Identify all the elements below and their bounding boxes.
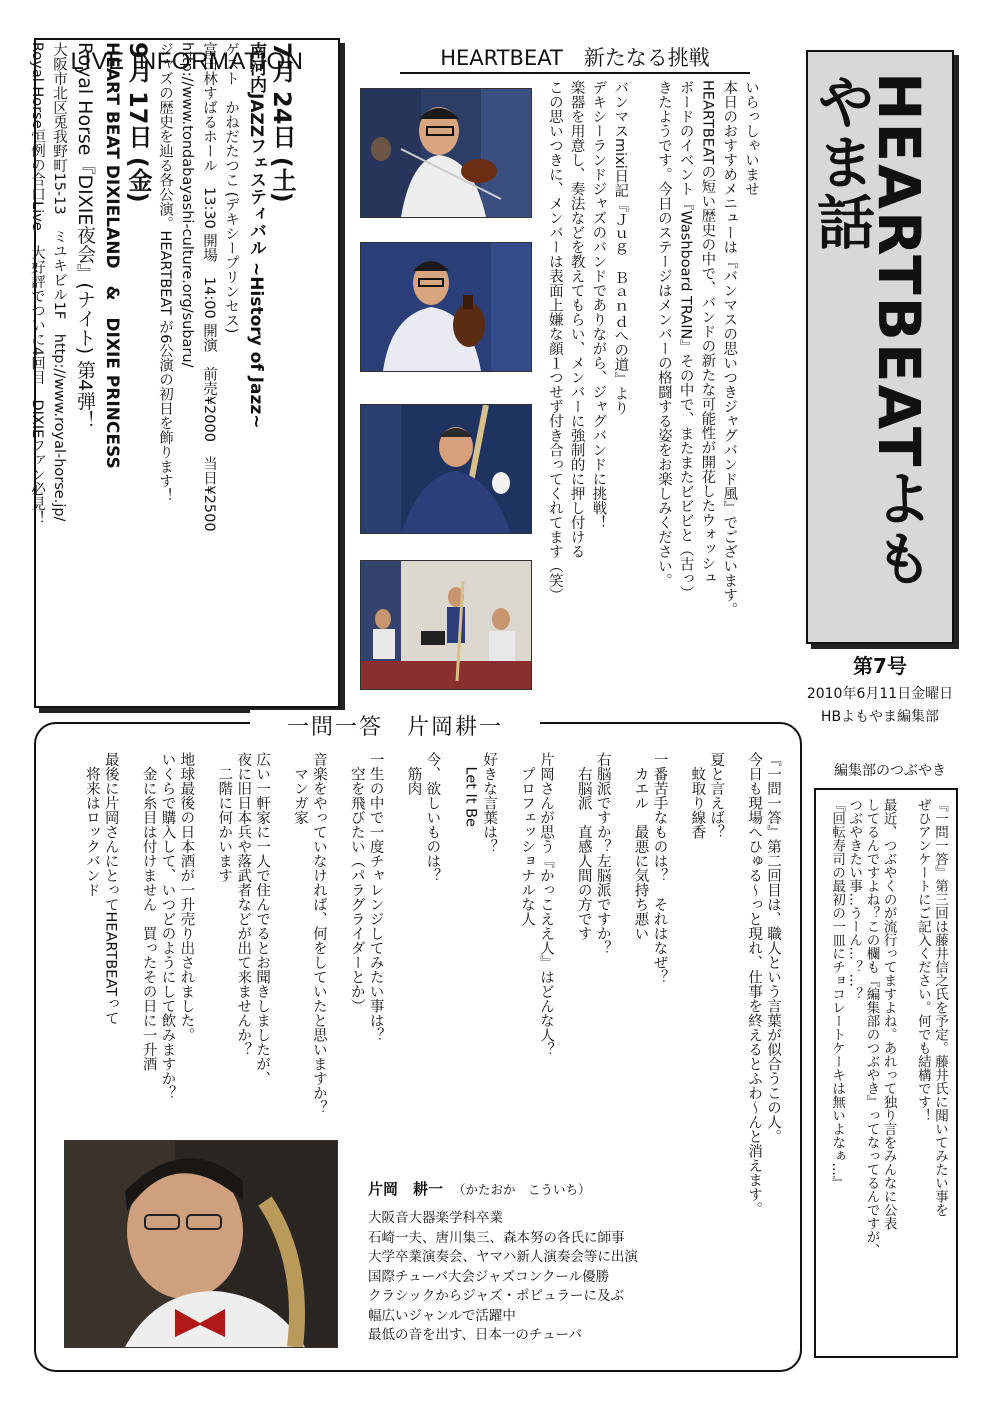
profile-line: 大阪音大器楽学科卒業 [368, 1210, 503, 1226]
live-guest-1: ゲスト かねだたつこ (デキシープリンセス) [223, 42, 239, 334]
photo-portrait [64, 1140, 338, 1348]
photo-washtub-bass [360, 404, 532, 534]
qa-col: 蚊取り線香 [689, 752, 706, 839]
photo-violin [360, 88, 532, 218]
profile-line: 大学卒業演奏会、ヤマハ新人演奏会等に出演 [368, 1249, 638, 1265]
qa-col: 二階に何かいます [216, 752, 233, 883]
issue-date: 2010年6月11日金曜日 [806, 686, 954, 702]
profile-line: 国際チューバ大会ジャズコンクール優勝 [368, 1268, 610, 1285]
live-date-2: 9月 17日 (金) [124, 42, 152, 203]
profile [368, 1178, 788, 1346]
article-header: HEARTBEAT 新たなる挑戦 [400, 42, 750, 74]
qa-col: Let It Be [462, 752, 479, 827]
issue-dept: HBよもやま編集部 [820, 709, 940, 725]
editorial-col: 『回転寿司の最初の一皿にチョコレートケーキは無いよなぁ…』 [829, 798, 846, 1190]
live-date-1: 7月 24日 (土) [268, 42, 296, 203]
editorial-col: つぶやきたい事…うーん…？…？ [846, 798, 863, 1001]
qa-col: 『一問一答』第二回目は、職人という言葉が似合うこの人。 [765, 752, 781, 1144]
live-event-2: HEART BEAT DIXIELAND & DIXIE PRINCESS [102, 42, 122, 469]
editorial-col [895, 798, 912, 1348]
qa-col [610, 752, 629, 1132]
qa-col: 音楽をやっていなければ、何をしていたと思いますか？ [310, 752, 327, 1115]
qa-col: 右脳派ですか？左脳派ですか？ [594, 752, 611, 955]
qa-col [553, 752, 572, 1132]
qa-col: 夜に旧日本兵や落武者などが出て来ませんか？ [235, 752, 252, 1057]
live-note-1: ジャズの歴史を辿る各公演。HEARTBEAT が6公演の初日を飾ります！ [157, 42, 173, 503]
live-venue-2: Royal Horse『DIXIE夜会』(ナイト) 第4弾！ [74, 42, 96, 430]
qa-col: マンガ家 [291, 752, 308, 825]
article-col-9: 楽器を用意し、奏法などを教えてもらい、メンバーに強制的に押し付ける [568, 80, 585, 559]
profile-reading: （かたおか こういち） [453, 1182, 591, 1197]
article-col-2: 本日のおすすめメニューは『バンマスの思いつきジャグバンド風』でございます。 [721, 80, 738, 617]
qa-col [383, 752, 402, 1132]
qa-col: 一生の中で一度チャレンジしてみたい事は？ [367, 752, 384, 1042]
profile-line: 最低の音を出す、日本一のチューバ [368, 1327, 582, 1343]
qa-col: 筋肉 [405, 752, 422, 796]
qa-col: 好きな言葉は？ [481, 752, 498, 854]
qa-col [326, 752, 345, 1132]
qa-col: 片岡さんが思う『かっこええ人』はどんな人？ [537, 752, 554, 1057]
qa-col: 最後に片岡さんにとってHEARTBEATって [102, 752, 119, 1026]
qa-col [193, 752, 212, 1132]
qa-col [496, 752, 515, 1132]
live-address-2: 大阪市北区兎我野町15-13 ミユキビル1F http://www.royal-horse.jp/ [51, 42, 67, 522]
article-col-3: HEARTBEATの短い歴史の中で、バンドの新たな可能性が開花したウォッシュ [699, 80, 716, 586]
article-col-8: デキシーランドジャズのバンドでありながら、ジャグバンドに挑戦！ [590, 80, 607, 530]
editorial-col: 『一問一答』第三回は藤井信之氏を予定。藤井氏に聞いてみたい事を [932, 798, 948, 1217]
article-body [540, 80, 758, 692]
qa-col [269, 752, 288, 1132]
qa-col: プロフェッショナルな人 [519, 752, 536, 926]
profile-line: 石崎一夫、唐川集三、森本努の各氏に師事 [368, 1229, 625, 1246]
photo-band-rehearsal [360, 560, 532, 690]
live-information-title: LIVE INFORMATION [70, 48, 304, 75]
qa-col [439, 752, 458, 1132]
qa-col: 地球最後の日本酒が一升売り出されました。 [178, 752, 195, 1042]
editorial-col: ぜひアンケートにご記入ください。何でも結構です！ [914, 798, 931, 1122]
live-venue-1: 富田林すばるホール 13:30 開場 14:00 開演 前売¥2000 当日¥2500 [201, 42, 217, 532]
qa-col: 右脳派 直感人間の方です [575, 752, 592, 941]
qa-col: 一番苦手なものは？ それはなぜ？ [651, 752, 668, 984]
profile-line: クラシックからジャズ・ポピュラーに及ぶ [368, 1288, 624, 1304]
qa-col: 将来はロックバンド [83, 752, 100, 897]
qa-col [118, 752, 137, 1132]
profile-name: 片岡 耕一 [368, 1180, 444, 1198]
qa-col: 金に糸目は付けません 買ったその日に一升酒 [140, 752, 157, 1071]
editorial-label: 編集部のつぶやき [834, 763, 946, 779]
qa-col [666, 752, 685, 1132]
qa-col [723, 752, 742, 1132]
qa-col: 広い一軒家に一人で住んでるとお聞きしましたが、 [254, 752, 271, 1086]
qa-col: いくらで購入して、いつどのようにして飲みますか？ [159, 752, 176, 1100]
live-url-1[interactable]: http://www.tondabayashi-culture.org/subaru/ [179, 42, 195, 368]
qa-col: カエル 最悪に気持ち悪い [632, 752, 649, 941]
masthead-title: HEARTBEATよもやま話 [807, 72, 933, 589]
editorial-col: 最近、つぶやくのが流行ってますよね。あれって独り言をみんなに公表 [880, 798, 897, 1230]
photo-jug [360, 242, 532, 372]
qa-col: 夏と言えば？ [708, 752, 725, 839]
article-col-6 [627, 80, 649, 692]
qa-col: 今日も現場へひゅる～っと現れ、仕事を終えるとふわ～んと消えます。 [746, 752, 763, 1216]
issue-number: 第7号 [853, 654, 907, 678]
live-information-columns [8, 42, 294, 658]
live-event-1: 南河内JAZZフェスティバル ~History of Jazz~ [246, 42, 266, 429]
article-col-10: この思いつきに、メンバーは表面上嫌な顔１つせず付き合ってくれてます（笑） [546, 80, 563, 602]
article-col-5: きたようです。今日のステージはメンバーの格闘する姿をお楽しみください。 [655, 80, 672, 588]
qa-col: 空を飛びたい（パラグライダーとか） [348, 752, 365, 1013]
editorial-col: してるんですよね？この欄も『編集部のつぶやき』ってなってるんですが、 [863, 798, 880, 1257]
qa-heading: 一問一答 片岡耕一 [250, 710, 540, 741]
profile-line: 幅広いジャンルで活躍中 [368, 1307, 516, 1324]
masthead-box [806, 50, 954, 644]
article-col-4: ボードのイベント『Washboard TRAIN』その中で、またまたビビビと（古っ） [677, 80, 694, 601]
article-col-1: いらっしゃいませ [743, 80, 759, 196]
qa-col: 今、欲しいものは？ [424, 752, 441, 883]
article-col-7: バンマスmixi日記『Ｊｕｇ Ｂａｎｄへの道』より [612, 80, 629, 416]
profile-name-row [368, 1178, 788, 1199]
editorial-body [826, 798, 946, 1348]
live-note-2: Royal Horse恒例の合口Live 大好評でついに4回目 DIXIEファン必見！ [29, 42, 45, 526]
